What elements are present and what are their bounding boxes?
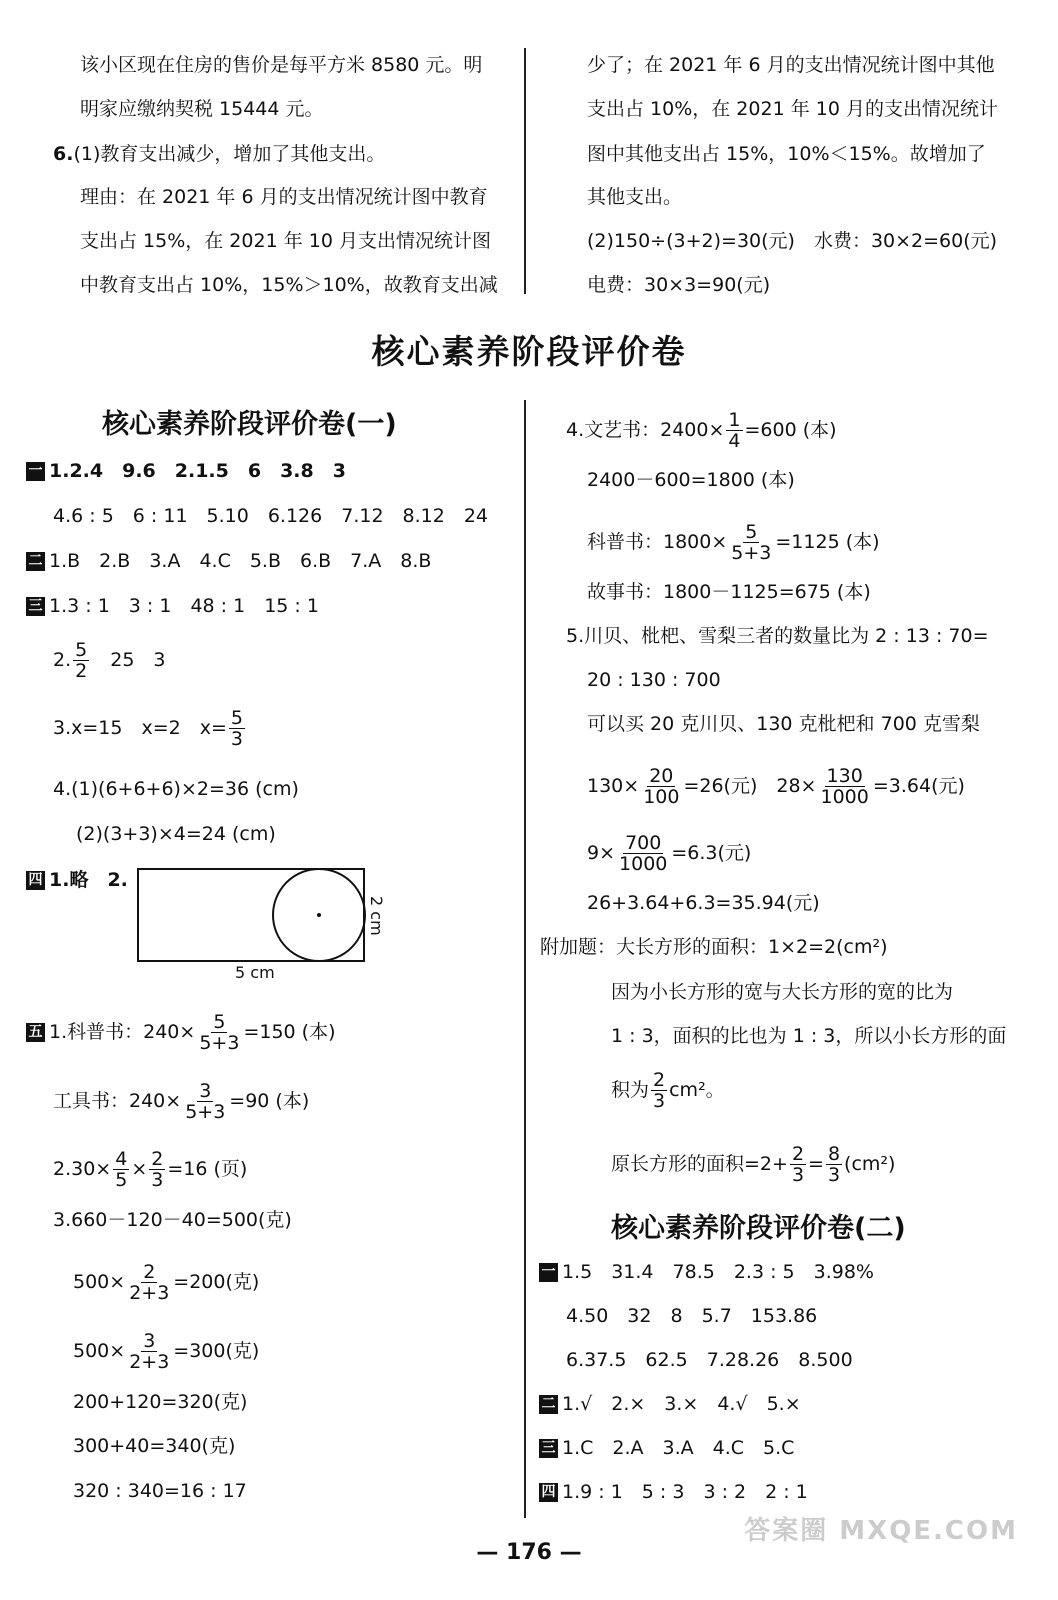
answer-line: 500× $\frac{2}{2+3}$ =200(克) [73,1261,260,1304]
answer-line: 130× $\frac{20}{100}$ =26(元) 28× $\frac{130}{1000}$ =3.64(元) [587,765,965,808]
fraction: $\frac{8}{3}$ [827,1143,841,1186]
answer-line: 500× $\frac{3}{2+3}$ =300(克) [73,1330,260,1373]
paper-2-title: 核心素养阶段评价卷(二) [611,1213,906,1244]
answer-line: 2. $\frac{5}{2}$ 25 3 [53,639,166,682]
answer-line: 4.(1)(6+6+6)×2=36 (cm) [53,778,299,800]
answer-line: 5.川贝、枇杷、雪梨三者的数量比为 2 : 13 : 70= [566,625,989,647]
answer-line: 3.660－120－40=500(克) [53,1209,292,1231]
fraction: $\frac{5}{5+3}$ [731,521,772,564]
section-badge-4: 四 [26,871,45,890]
answer-line: 可以买 20 克川贝、130 克枇杷和 700 克雪梨 [587,713,980,735]
answer-line: 2400－600=1800 (本) [587,469,795,491]
answer-line: 4.文艺书：2400× $\frac{1}{4}$ =600 (本) [566,409,837,452]
top-left-line-4: 理由：在 2021 年 6 月的支出情况统计图中教育 [80,186,488,208]
top-left-line-3 [53,141,385,167]
figure-width-label: 5 cm [235,963,275,982]
answer-line: 工具书：240× $\frac{3}{5+3}$ =90 (本) [53,1080,310,1123]
section-badge-5: 五 [26,1023,45,1042]
top-right-line-3: 图中其他支出占 15%，10%＜15%。故增加了 [587,143,986,165]
answer-line: 1 : 3，面积的比也为 1 : 3，所以小长方形的面 [611,1025,1007,1047]
answer-line: 6.37.5 62.5 7.28.26 8.500 [566,1349,853,1371]
answer-line: 二 1.B 2.B 3.A 4.C 5.B 6.B 7.A 8.B [26,548,431,574]
answer-line: 故事书：1800－1125=675 (本) [587,581,871,603]
answer-line: 3.x=15 x=2 x= $\frac{5}{3}$ [53,707,243,750]
section-badge-2: 二 [539,1395,558,1414]
fraction: $\frac{20}{100}$ [643,765,680,808]
fraction: $\frac{2}{2+3}$ [129,1261,170,1304]
top-right-line-6: 电费：30×3=90(元) [587,274,771,296]
answer-line: 原长方形的面积=2+ $\frac{2}{3}$ = $\frac{8}{3}$ (cm²) [611,1143,896,1186]
answer-line: 积为 $\frac{2}{3}$ cm²。 [611,1069,725,1112]
top-left-line-6: 中教育支出占 10%，15%＞10%，故教育支出减 [80,274,498,296]
top-right-line-2: 支出占 10%，在 2021 年 10 月的支出情况统计 [587,98,998,120]
section-badge-2: 二 [26,552,45,571]
paper-1-title: 核心素养阶段评价卷(一) [102,409,397,440]
answer-line: 2.30× $\frac{4}{5}$ × $\frac{2}{3}$ =16 (页) [53,1148,248,1191]
question-number: 6. [53,143,74,165]
rectangle-circle-figure [135,866,395,984]
fraction: $\frac{2}{3}$ [791,1143,805,1186]
answer-line: 三 1.3 : 1 3 : 1 48 : 1 15 : 1 [26,593,319,619]
answer-line: 一 1.5 31.4 78.5 2.3 : 5 3.98% [539,1259,874,1285]
answer-line: 三 1.C 2.A 3.A 4.C 5.C [539,1435,794,1461]
section-title: 核心素养阶段评价卷 [371,332,687,371]
top-right-line-5: (2)150÷(3+2)=30(元) 水费：30×2=60(元) [587,230,998,252]
section-badge-1: 一 [539,1263,558,1282]
section-badge-1: 一 [26,462,45,481]
answer-line: 4.50 32 8 5.7 153.86 [566,1305,818,1327]
fraction: $\frac{3}{2+3}$ [129,1330,170,1373]
answer-line: 320 : 340=16 : 17 [73,1480,247,1502]
answer-line: 附加题：大长方形的面积：1×2=2(cm²) [540,936,888,958]
answer-line: 9× $\frac{700}{1000}$ =6.3(元) [587,832,752,875]
top-left-line-1: 该小区现在住房的售价是每平方米 8580 元。明 [80,54,483,76]
answer-line: 300+40=340(克) [73,1435,236,1457]
answer-line: 4.6 : 5 6 : 11 5.10 6.126 7.12 8.12 24 [53,505,489,527]
fraction: $\frac{4}{5}$ [115,1148,128,1191]
column-divider-main [524,400,526,1518]
top-left-line-2: 明家应缴纳契税 15444 元。 [80,98,324,120]
answer-line: 200+120=320(克) [73,1391,248,1413]
answer-line: 四 1.9 : 1 5 : 3 3 : 2 2 : 1 [539,1479,808,1505]
fraction: $\frac{130}{1000}$ [820,765,869,808]
top-right-line-4: 其他支出。 [587,186,683,208]
answer-line: 二 1.√ 2.× 3.× 4.√ 5.× [539,1391,801,1417]
answer-line: 四 1.略 2. [26,867,128,893]
fraction: $\frac{1}{4}$ [728,409,741,452]
column-divider-top [524,48,526,294]
fraction: $\frac{5}{5+3}$ [199,1011,240,1054]
answer-line: 一 1.2.4 9.6 2.1.5 6 3.8 3 [26,458,346,484]
watermark: 答案圈 MXQE.COM [744,1516,1018,1546]
q6-text: (1)教育支出减少，增加了其他支出。 [73,143,386,165]
fraction: $\frac{2}{3}$ [653,1069,666,1112]
section-badge-3: 三 [26,597,45,616]
fraction: $\frac{5}{2}$ [75,639,88,682]
section-badge-4: 四 [539,1483,558,1502]
answer-line: (2)(3+3)×4=24 (cm) [76,823,276,845]
top-right-line-1: 少了；在 2021 年 6 月的支出情况统计图中其他 [587,54,995,76]
answer-line: 20 : 130 : 700 [587,669,721,691]
fraction: $\frac{700}{1000}$ [619,832,668,875]
answer-line: 科普书：1800× $\frac{5}{5+3}$ =1125 (本) [587,521,880,564]
fraction: $\frac{2}{3}$ [151,1148,164,1191]
page-number: — 176 — [476,1540,582,1565]
rectangle-shape [138,869,364,961]
circle-center-dot [317,913,321,917]
fraction: $\frac{5}{3}$ [230,707,243,750]
answer-line: 因为小长方形的宽与大长方形的宽的比为 [611,981,954,1003]
fraction: $\frac{3}{5+3}$ [185,1080,226,1123]
top-left-line-5: 支出占 15%，在 2021 年 10 月支出情况统计图 [80,230,491,252]
answer-line: 五 1.科普书：240× $\frac{5}{5+3}$ =150 (本) [26,1012,336,1053]
figure-height-label: 2 cm [367,896,386,936]
answer-line: 26+3.64+6.3=35.94(元) [587,892,820,914]
section-badge-3: 三 [539,1439,558,1458]
